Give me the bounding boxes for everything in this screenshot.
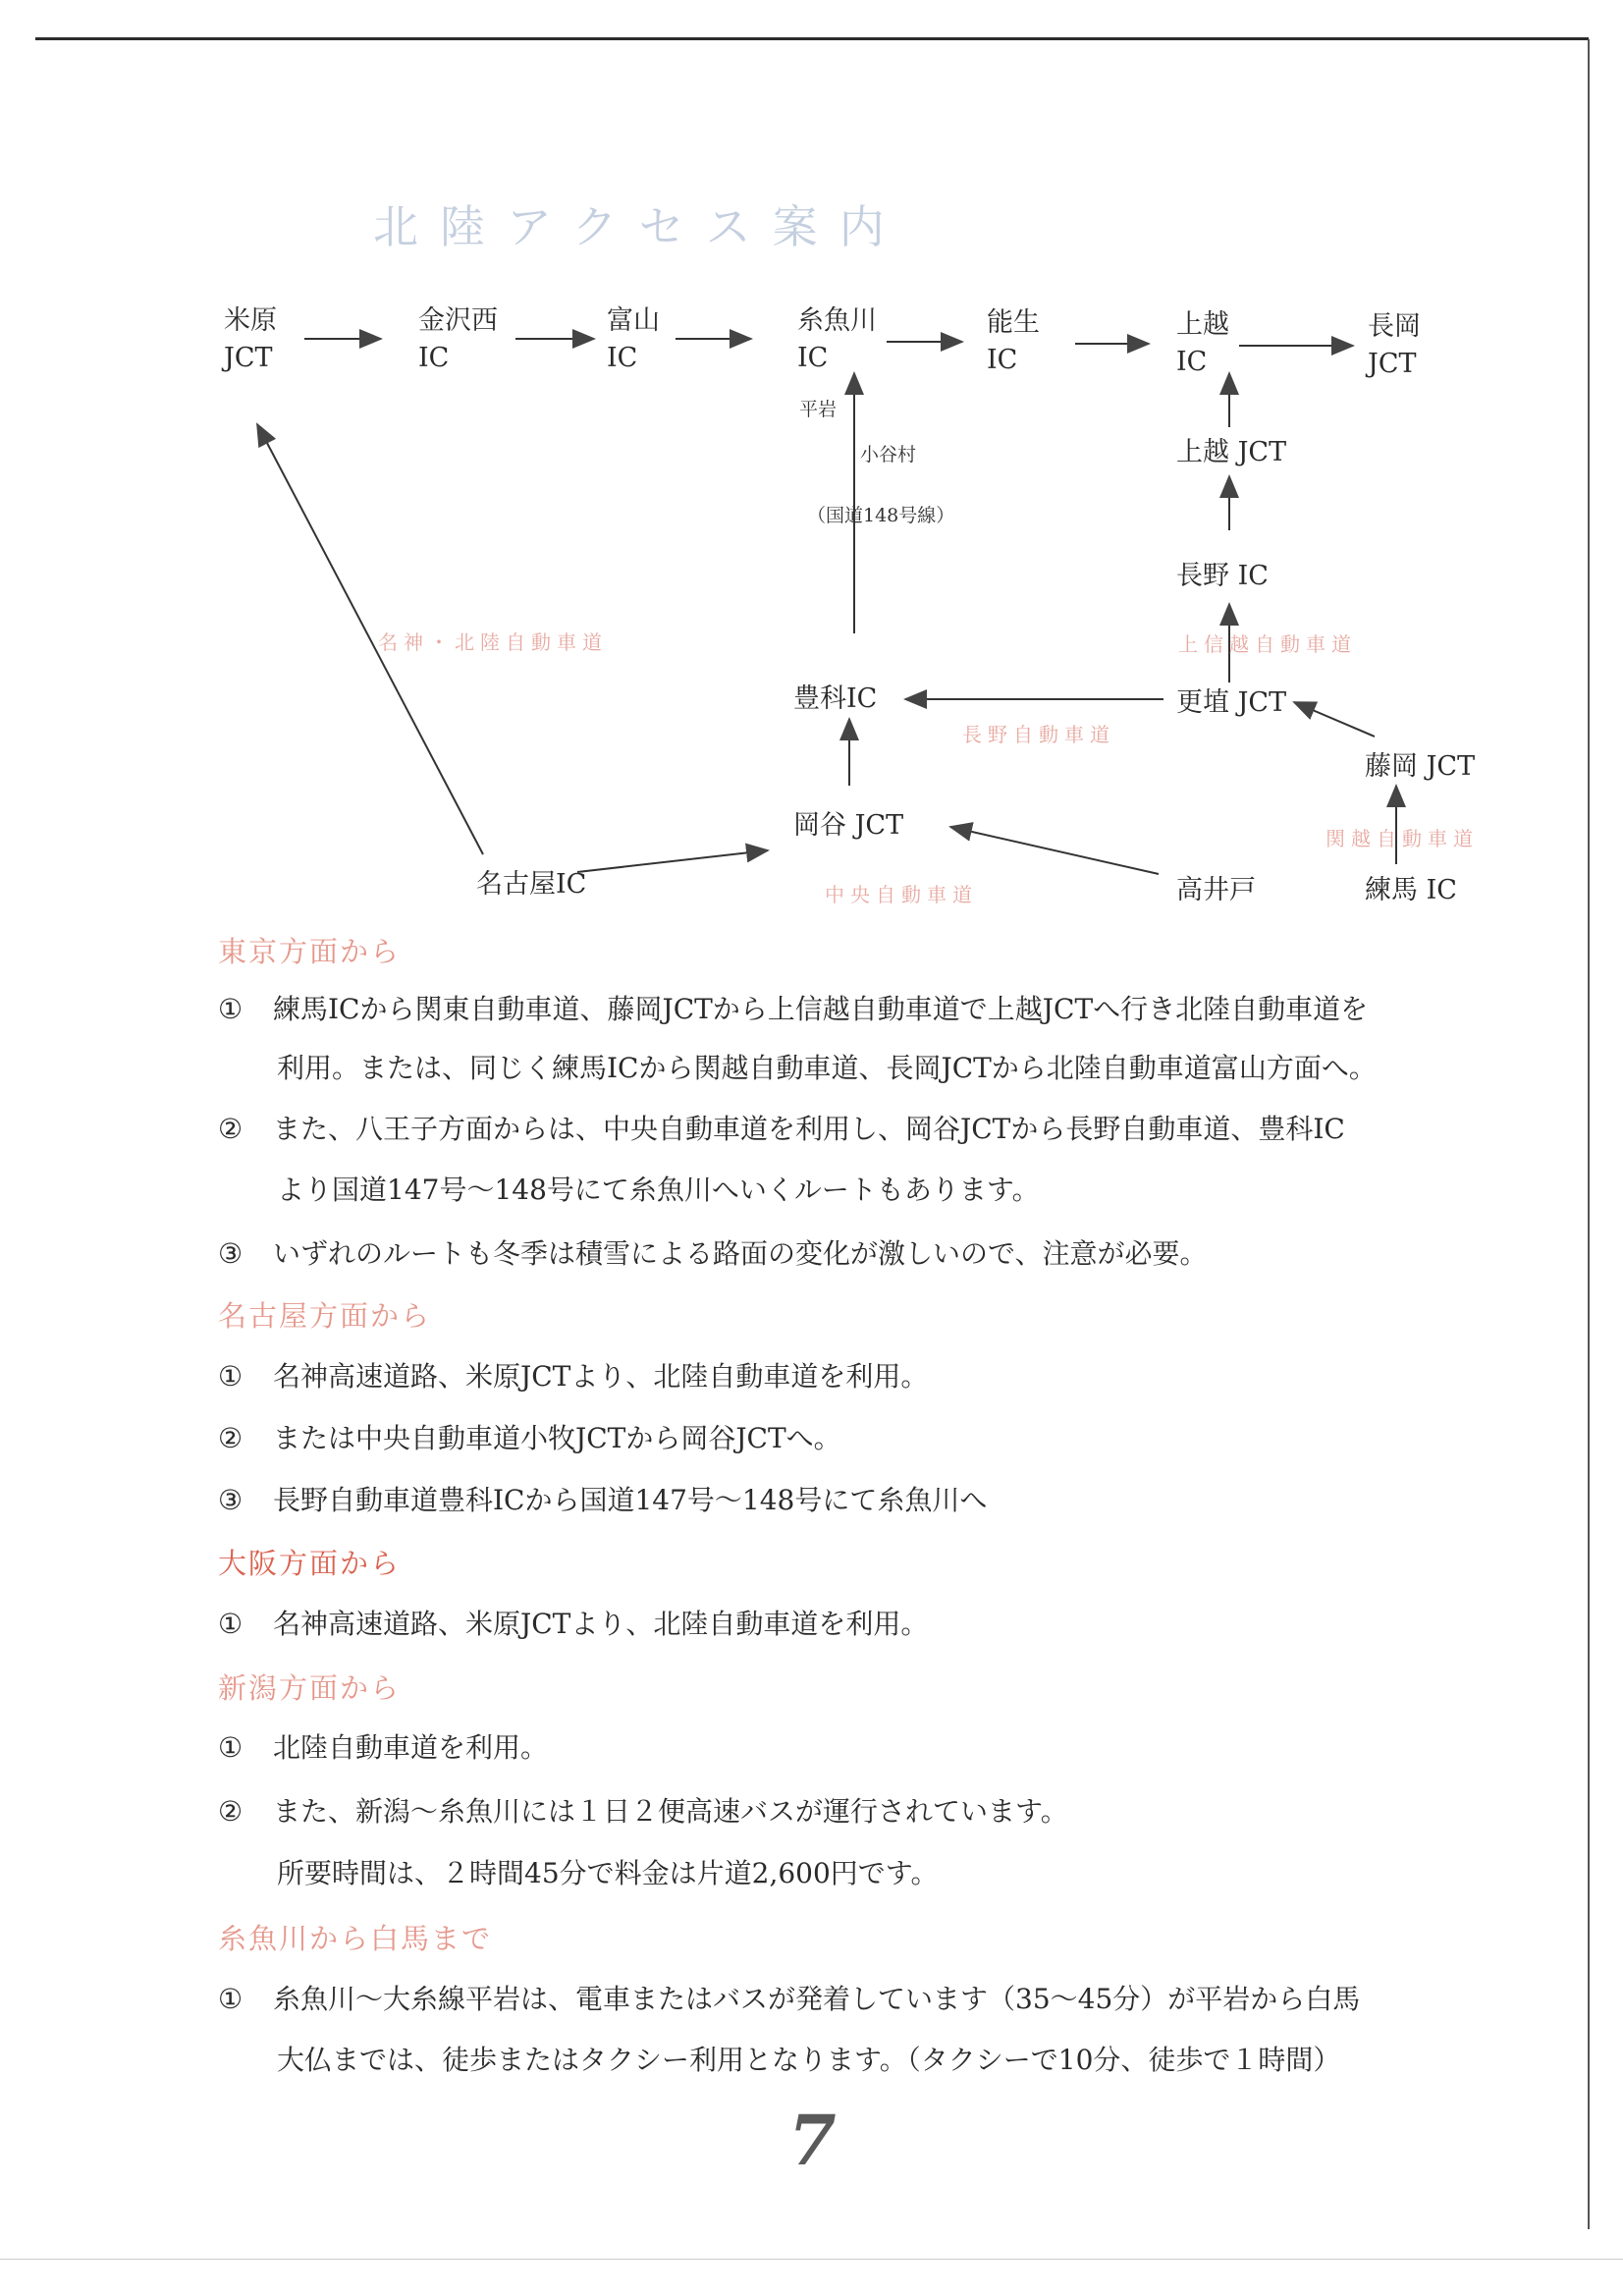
item-number: ① bbox=[218, 1608, 243, 1640]
item-text: 練馬ICから関東自動車道、藤岡JCTから上信越自動車道で上越JCTへ行き北陸自動車道を bbox=[273, 993, 1369, 1025]
node-maibara-jct: 米原 JCT bbox=[224, 305, 277, 373]
section-heading-nagoya: 名古屋方面から bbox=[218, 1299, 432, 1333]
section-heading-tokyo: 東京方面から bbox=[218, 935, 402, 968]
faint-label-kanetsu: 関越自動車道 bbox=[1325, 827, 1479, 850]
node-nerima-ic: 練馬 IC bbox=[1365, 875, 1457, 905]
node-okaya-jct: 岡谷 JCT bbox=[793, 810, 904, 841]
section-heading-itoigawa-hakuba: 糸魚川から白馬まで bbox=[218, 1922, 493, 1955]
niigata-item-2-cont: 所要時間は、２時間45分で料金は片道2,600円です。 bbox=[277, 1857, 939, 1889]
nagoya-item-3 bbox=[218, 1481, 987, 1520]
item-number: ① bbox=[218, 993, 243, 1025]
page-number: 7 bbox=[788, 2100, 837, 2181]
section-heading-osaka: 大阪方面から bbox=[218, 1547, 402, 1580]
item-text: 長野自動車道豊科ICから国道147号～148号にて糸魚川へ bbox=[273, 1484, 988, 1516]
node-takaido: 高井戸 bbox=[1176, 875, 1256, 905]
item-text: 名神高速道路、米原JCTより、北陸自動車道を利用。 bbox=[273, 1360, 929, 1393]
node-toyoshina-ic: 豊科IC bbox=[793, 683, 878, 714]
bottom-rule bbox=[0, 2259, 1623, 2260]
tokyo-item-2-cont: より国道147号～148号にて糸魚川へいくルートもあります。 bbox=[277, 1174, 1040, 1206]
item-number: ② bbox=[218, 1422, 243, 1454]
node-toyama-ic: 富山 IC bbox=[607, 305, 660, 373]
faint-label-nagano-exp: 長野自動車道 bbox=[962, 723, 1115, 746]
node-kanazawanishi-ic: 金沢西 IC bbox=[418, 305, 498, 373]
item-number: ① bbox=[218, 1983, 243, 2015]
route-arrows bbox=[0, 0, 1623, 943]
faint-label-chuo: 中央自動車道 bbox=[825, 883, 978, 906]
item-number: ③ bbox=[218, 1237, 243, 1270]
node-joetsu-ic: 上越 IC bbox=[1176, 309, 1229, 377]
label-route148: （国道148号線） bbox=[807, 505, 955, 526]
page-title: 北陸アクセス案内 bbox=[373, 200, 906, 253]
item-text: 名神高速道路、米原JCTより、北陸自動車道を利用。 bbox=[273, 1608, 929, 1640]
tokyo-item-1 bbox=[218, 990, 1368, 1029]
niigata-item-1 bbox=[218, 1728, 548, 1768]
faint-label-meishin: 名神・北陸自動車道 bbox=[378, 630, 608, 654]
item-number: ① bbox=[218, 1360, 243, 1393]
arrow-nagoya-okaya bbox=[577, 850, 768, 872]
item-text: 北陸自動車道を利用。 bbox=[273, 1731, 549, 1764]
item-text: また、新潟～糸魚川には１日２便高速バスが運行されています。 bbox=[273, 1795, 1068, 1828]
osaka-item-1 bbox=[218, 1605, 928, 1644]
tokyo-item-1-cont: 利用。または、同じく練馬ICから関越自動車道、長岡JCTから北陸自動車道富山方面へ。 bbox=[277, 1052, 1377, 1084]
node-itoigawa-ic: 糸魚川 IC bbox=[797, 305, 877, 373]
arrow-fujioka-koshoku bbox=[1294, 702, 1375, 737]
arrow-takaido-okaya bbox=[950, 827, 1159, 874]
hakuba-item-1-cont: 大仏までは、徒歩またはタクシー利用となります。（タクシーで10分、徒歩で１時間） bbox=[277, 2044, 1341, 2076]
tokyo-item-2 bbox=[218, 1110, 1345, 1149]
node-fujioka-jct: 藤岡 JCT bbox=[1365, 751, 1476, 782]
hakuba-item-1 bbox=[218, 1980, 1360, 2019]
node-nagoya-ic: 名古屋IC bbox=[476, 869, 587, 900]
item-number: ② bbox=[218, 1113, 243, 1145]
faint-label-joshinetsu: 上信越自動車道 bbox=[1178, 632, 1357, 656]
node-nagaoka-jct: 長岡 JCT bbox=[1368, 311, 1421, 379]
label-otari: 小谷村 bbox=[860, 444, 917, 465]
label-hiraiwa: 平岩 bbox=[799, 399, 838, 420]
nagoya-item-1 bbox=[218, 1357, 928, 1396]
niigata-item-2 bbox=[218, 1792, 1068, 1831]
item-number: ② bbox=[218, 1795, 243, 1828]
tokyo-item-3 bbox=[218, 1234, 1207, 1274]
item-text: また、八王子方面からは、中央自動車道を利用し、岡谷JCTから長野自動車道、豊科IC bbox=[273, 1113, 1345, 1145]
section-heading-niigata: 新潟方面から bbox=[218, 1671, 402, 1705]
node-nagano-ic: 長野 IC bbox=[1176, 561, 1269, 591]
node-joetsu-jct: 上越 JCT bbox=[1176, 437, 1287, 467]
node-koshoku-jct: 更埴 JCT bbox=[1176, 687, 1287, 718]
item-number: ① bbox=[218, 1731, 243, 1764]
item-text: 糸魚川～大糸線平岩は、電車またはバスが発着しています（35～45分）が平岩から白馬 bbox=[273, 1983, 1361, 2015]
item-number: ③ bbox=[218, 1484, 243, 1516]
item-text: または中央自動車道小牧JCTから岡谷JCTへ。 bbox=[273, 1422, 841, 1454]
node-nou-ic: 能生 IC bbox=[987, 307, 1040, 375]
nagoya-item-2 bbox=[218, 1419, 841, 1458]
item-text: いずれのルートも冬季は積雪による路面の変化が激しいので、注意が必要。 bbox=[273, 1237, 1208, 1270]
